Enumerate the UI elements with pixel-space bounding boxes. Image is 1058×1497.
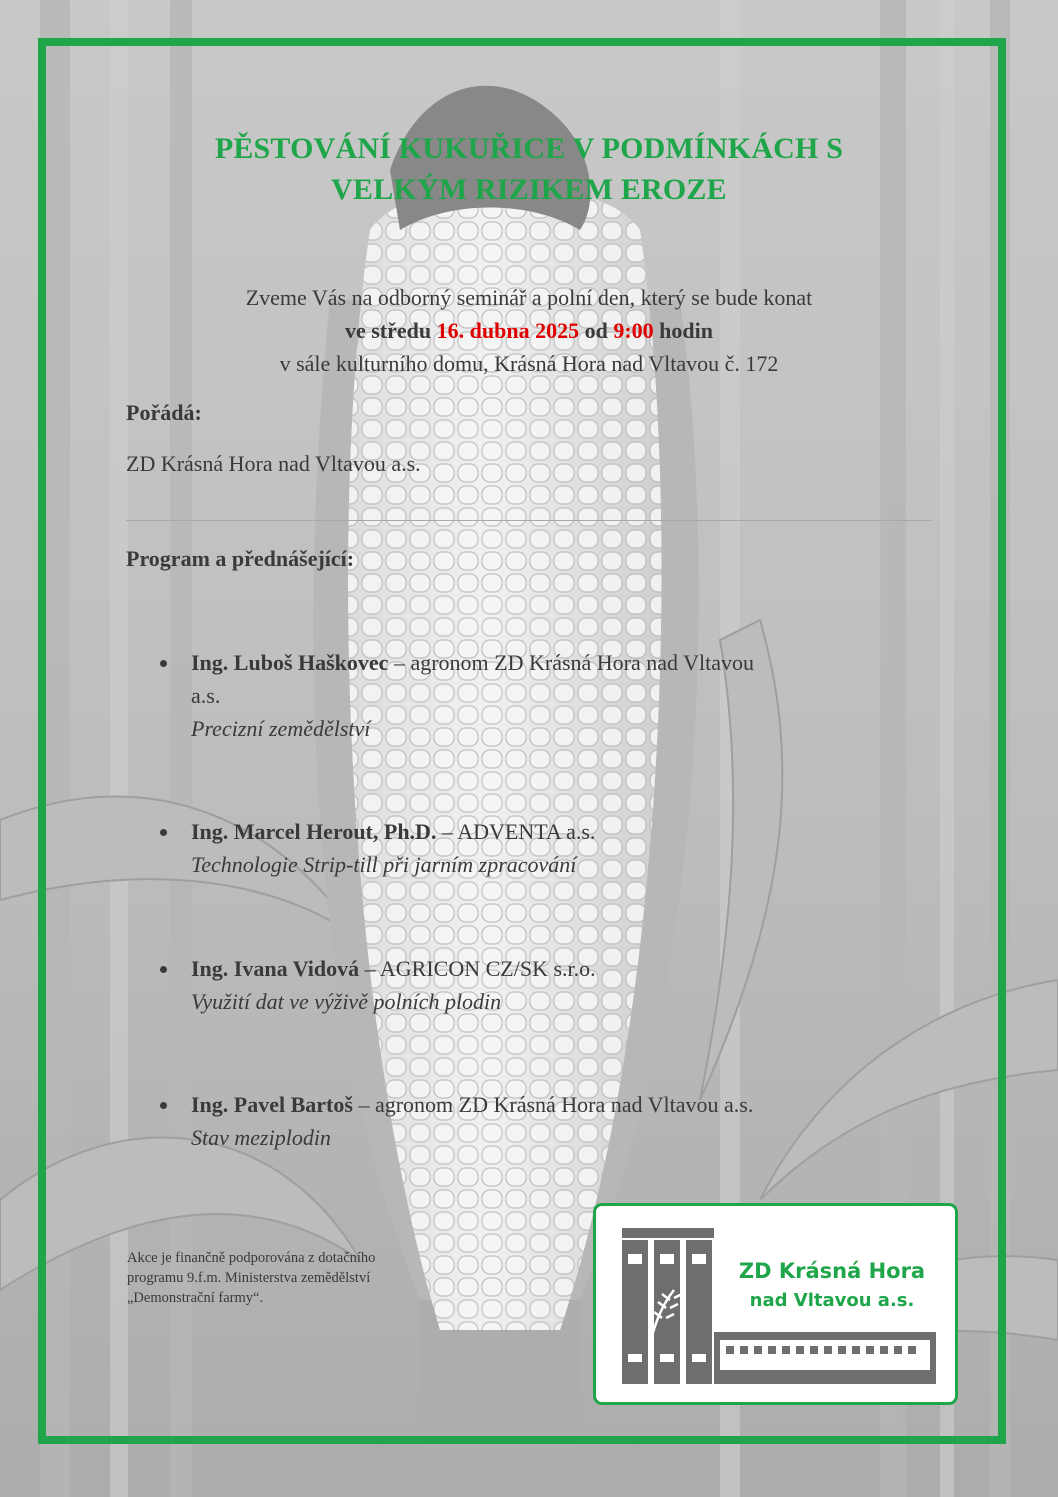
bullet-icon [160,829,167,836]
lecture-topic: Technologie Strip-till při jarním zpracování [191,852,577,877]
speaker-affiliation-continued: a.s. [191,683,221,708]
page-title [100,128,958,210]
lecture-topic: Využití dat ve výživě polních plodin [191,989,502,1014]
event-datetime [100,314,958,347]
bullet-icon [160,966,167,973]
program-item [160,952,940,1018]
invitation-text: Zveme Vás na odborný seminář a polní den, který se bude konat [245,285,813,310]
organizer-heading: Pořádá: [126,400,202,425]
invitation-block [100,281,958,380]
title-line-1: PĚSTOVÁNÍ KUKUŘICE V PODMÍNKÁCH S [214,132,844,165]
speaker-name: Ing. Ivana Vidová [191,956,360,981]
event-date: 16. dubna 2025 [436,318,580,343]
lecture-topic: Stav meziplodin [191,1125,331,1150]
speaker-name: Ing. Pavel Bartoš [191,1092,353,1117]
speaker-affiliation: – agronom ZD Krásná Hora nad Vltavou a.s. [358,1092,754,1117]
event-day: ve středu [344,318,432,343]
program-item [160,1088,940,1154]
funding-note [127,1248,527,1308]
logo-text [708,1256,956,1316]
speaker-affiliation: – AGRICON CZ/SK s.r.o. [364,956,596,981]
organizer-name: ZD Krásná Hora nad Vltavou a.s. [126,451,421,476]
lecture-topic: Precizní zemědělství [191,716,371,741]
event-time: 9:00 [613,318,654,343]
speaker-name: Ing. Marcel Herout, Ph.D. [191,819,437,844]
event-venue: v sále kulturního domu, Krásná Hora nad Vltavou č. 172 [279,351,779,376]
event-from: od [584,318,608,343]
speaker-affiliation: – ADVENTA a.s. [441,819,596,844]
funding-note-line-1: Akce je finančně podporována z dotačního [127,1250,376,1266]
bullet-icon [160,1102,167,1109]
title-line-2: VELKÝM RIZIKEM EROZE [331,173,727,206]
divider [126,520,932,521]
program-item [160,646,940,745]
program-item [160,815,940,881]
speaker-affiliation: – agronom ZD Krásná Hora nad Vltavou [393,650,755,675]
event-hours: hodin [659,318,713,343]
company-logo [593,1203,958,1405]
bullet-icon [160,660,167,667]
speaker-name: Ing. Luboš Haškovec [191,650,389,675]
funding-note-line-2: programu 9.f.m. Ministerstva zemědělství [127,1270,371,1286]
logo-text-line-2: nad Vltavou a.s. [749,1290,915,1311]
logo-text-line-1: ZD Krásná Hora [738,1259,926,1283]
program-heading: Program a přednášející: [126,546,355,571]
funding-note-line-3: „Demonstrační farmy“. [127,1290,264,1306]
